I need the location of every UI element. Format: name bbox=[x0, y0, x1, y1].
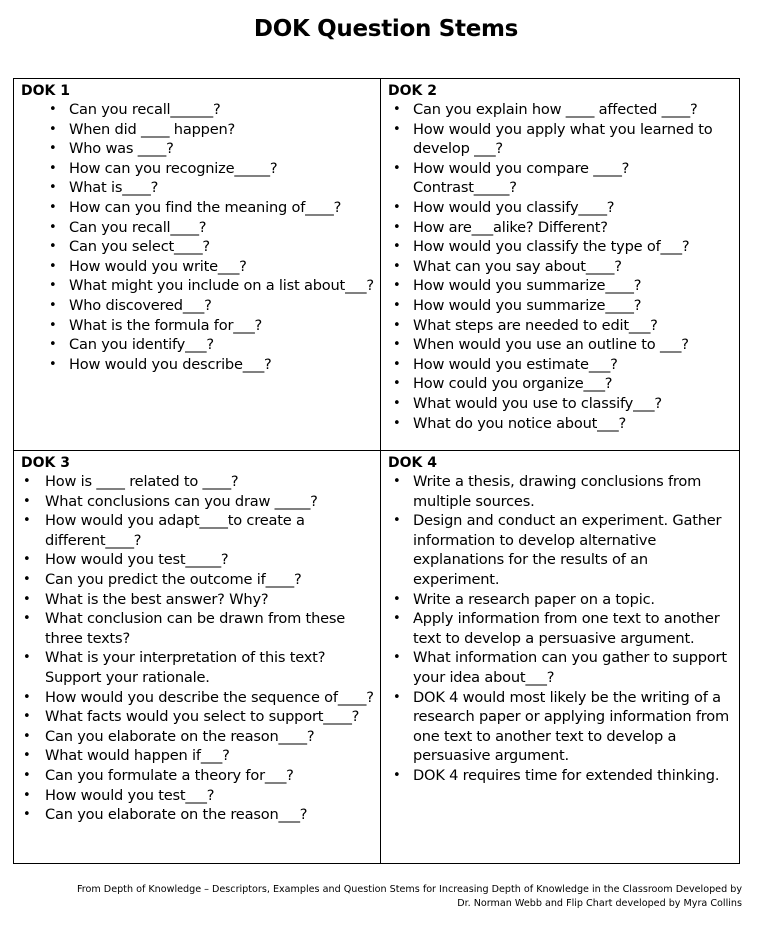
question-stem-text: What facts would you select to support____? bbox=[45, 708, 360, 726]
question-stem-text: How would you classify____? bbox=[413, 198, 615, 216]
question-stem-text: How would you classify the type of___? bbox=[413, 238, 690, 256]
question-stem-text: DOK 4 would most likely be the writing of a research paper or applying information from one text to another text to develop a persuasive argument. bbox=[413, 688, 730, 765]
question-stem bbox=[381, 648, 739, 687]
question-stem-text: What might you include on a list about___? bbox=[69, 277, 374, 295]
question-stem bbox=[14, 316, 380, 336]
question-stem-text: What steps are needed to edit___? bbox=[413, 316, 658, 334]
question-stem bbox=[381, 511, 739, 589]
bullet-icon: • bbox=[49, 219, 57, 235]
bullet-icon: • bbox=[49, 141, 57, 157]
question-stem-text: Can you predict the outcome if____? bbox=[45, 570, 302, 588]
dok3-cell bbox=[14, 451, 381, 863]
bullet-icon: • bbox=[393, 317, 401, 333]
question-stem bbox=[381, 688, 739, 766]
question-stem-text: What conclusions can you draw _____? bbox=[45, 492, 318, 510]
dok-table bbox=[13, 78, 740, 864]
question-stem bbox=[14, 218, 380, 238]
question-stem bbox=[14, 257, 380, 277]
bullet-icon: • bbox=[49, 199, 57, 215]
question-stem-text: Write a thesis, drawing conclusions from multiple sources. bbox=[413, 473, 702, 510]
bullet-icon: • bbox=[393, 219, 401, 235]
question-stem-text: How would you write___? bbox=[69, 257, 247, 275]
question-stem bbox=[14, 746, 380, 766]
question-stem-text: How are___alike? Different? bbox=[413, 218, 608, 236]
question-stem bbox=[14, 511, 380, 550]
question-stem bbox=[381, 100, 739, 120]
question-stem bbox=[14, 296, 380, 316]
question-stem bbox=[381, 609, 739, 648]
question-stem bbox=[14, 727, 380, 747]
question-stem-text: How would you compare ____? Contrast_____? bbox=[413, 159, 630, 197]
page-title: DOK Question Stems bbox=[253, 16, 519, 42]
bullet-icon: • bbox=[49, 278, 57, 294]
question-stem-text: Design and conduct an experiment. Gather information to develop alternative explanations for the results of an experiment. bbox=[413, 512, 722, 588]
bullet-icon: • bbox=[49, 102, 57, 117]
bullet-icon: • bbox=[49, 258, 57, 274]
question-stem bbox=[14, 198, 380, 218]
question-stem bbox=[14, 159, 380, 179]
question-stem-text: Can you elaborate on the reason____? bbox=[45, 727, 315, 745]
question-stem-text: What information can you gather to support your idea about___? bbox=[413, 649, 727, 686]
bullet-icon: • bbox=[23, 748, 31, 764]
dok1-cell bbox=[14, 79, 381, 451]
question-stem-text: Can you elaborate on the reason___? bbox=[45, 806, 308, 824]
dok1-heading: DOK 1 bbox=[21, 83, 70, 99]
question-stem bbox=[381, 237, 739, 257]
question-stem bbox=[14, 178, 380, 198]
question-stem bbox=[381, 394, 739, 414]
question-stem-text: How would you apply what you learned to develop ___? bbox=[413, 120, 713, 158]
question-stem bbox=[14, 335, 380, 355]
dok4-heading: DOK 4 bbox=[388, 455, 437, 471]
question-stem-text: How would you estimate___? bbox=[413, 355, 618, 373]
bullet-icon: • bbox=[23, 474, 31, 489]
bullet-icon: • bbox=[49, 121, 57, 137]
question-stem bbox=[14, 276, 380, 296]
bullet-icon: • bbox=[23, 767, 31, 783]
question-stem-text: Write a research paper on a topic. bbox=[413, 590, 655, 608]
question-stem-text: DOK 4 requires time for extended thinking. bbox=[413, 766, 720, 784]
question-stem-text: Who discovered___? bbox=[69, 296, 212, 314]
bullet-icon: • bbox=[393, 513, 401, 529]
dok2-heading: DOK 2 bbox=[388, 83, 437, 99]
question-stem-text: What is the best answer? Why? bbox=[45, 590, 269, 608]
footer-line-2: Dr. Norman Webb and Flip Chart developed by Myra Collins bbox=[457, 898, 742, 909]
bullet-icon: • bbox=[49, 337, 57, 353]
question-stem-text: When would you use an outline to ___? bbox=[413, 336, 689, 354]
bullet-icon: • bbox=[23, 513, 31, 529]
question-stem-text: What is____? bbox=[69, 179, 159, 197]
bullet-icon: • bbox=[393, 356, 401, 372]
question-stem bbox=[14, 707, 380, 727]
question-stem-text: What would happen if___? bbox=[45, 747, 230, 765]
question-stem bbox=[14, 472, 380, 492]
question-stem-text: Who was ____? bbox=[69, 140, 174, 158]
question-stem-text: Can you select____? bbox=[69, 238, 210, 256]
question-stem-text: Can you recall____? bbox=[69, 218, 207, 236]
bullet-icon: • bbox=[23, 493, 31, 509]
question-stem-text: Apply information from one text to another text to develop a persuasive argument. bbox=[413, 610, 720, 647]
bullet-icon: • bbox=[393, 611, 401, 627]
dok4-cell bbox=[381, 451, 739, 863]
question-stem bbox=[14, 688, 380, 708]
bullet-icon: • bbox=[393, 199, 401, 215]
bullet-icon: • bbox=[23, 611, 31, 627]
bullet-icon: • bbox=[393, 395, 401, 411]
bullet-icon: • bbox=[393, 415, 401, 431]
question-stem bbox=[14, 590, 380, 610]
question-stem-text: How would you test_____? bbox=[45, 551, 229, 569]
bullet-icon: • bbox=[393, 337, 401, 353]
question-stem-text: Can you recall______? bbox=[69, 101, 221, 118]
question-stem bbox=[381, 120, 739, 159]
bullet-icon: • bbox=[393, 121, 401, 137]
bullet-icon: • bbox=[393, 297, 401, 313]
source-footer bbox=[2, 883, 742, 911]
bullet-icon: • bbox=[393, 591, 401, 607]
bullet-icon: • bbox=[23, 807, 31, 823]
question-stem bbox=[14, 355, 380, 375]
bullet-icon: • bbox=[49, 356, 57, 372]
dok3-heading: DOK 3 bbox=[21, 455, 70, 471]
bullet-icon: • bbox=[23, 571, 31, 587]
question-stem-text: What can you say about____? bbox=[413, 257, 622, 275]
bullet-icon: • bbox=[393, 239, 401, 255]
bullet-icon: • bbox=[393, 689, 401, 705]
question-stem bbox=[14, 139, 380, 159]
footer-line-1: From Depth of Knowledge – Descriptors, Examples and Question Stems for Increasing Depth of Knowledge in the Classroom Developed by bbox=[76, 884, 742, 895]
question-stem bbox=[381, 316, 739, 336]
bullet-icon: • bbox=[393, 767, 401, 783]
question-stem bbox=[381, 257, 739, 277]
question-stem bbox=[14, 492, 380, 512]
question-stem-text: Can you identify___? bbox=[69, 336, 214, 354]
question-stem-text: What is your interpretation of this text? Support your rationale. bbox=[45, 649, 326, 686]
question-stem bbox=[381, 159, 739, 198]
bullet-icon: • bbox=[393, 102, 401, 117]
bullet-icon: • bbox=[49, 180, 57, 196]
bullet-icon: • bbox=[393, 650, 401, 666]
question-stem bbox=[381, 590, 739, 610]
bullet-icon: • bbox=[23, 591, 31, 607]
bullet-icon: • bbox=[23, 709, 31, 725]
bullet-icon: • bbox=[393, 474, 401, 489]
bullet-icon: • bbox=[23, 728, 31, 744]
question-stem bbox=[14, 237, 380, 257]
dok3-list bbox=[14, 472, 380, 825]
dok4-list bbox=[381, 472, 739, 786]
question-stem bbox=[381, 296, 739, 316]
question-stem bbox=[381, 355, 739, 375]
question-stem bbox=[381, 374, 739, 394]
question-stem-text: What conclusion can be drawn from these three texts? bbox=[45, 610, 346, 647]
question-stem-text: How would you adapt____to create a different____? bbox=[45, 512, 305, 549]
dok1-list bbox=[14, 100, 380, 374]
dok2-cell bbox=[381, 79, 739, 451]
question-stem-text: Can you explain how ____ affected ____? bbox=[413, 101, 698, 118]
question-stem-text: How would you describe the sequence of____? bbox=[45, 688, 374, 706]
question-stem bbox=[14, 766, 380, 786]
bullet-icon: • bbox=[393, 258, 401, 274]
question-stem-text: How would you test___? bbox=[45, 786, 215, 804]
question-stem bbox=[14, 100, 380, 120]
bullet-icon: • bbox=[49, 239, 57, 255]
bullet-icon: • bbox=[23, 552, 31, 568]
question-stem-text: What do you notice about___? bbox=[413, 414, 627, 432]
bullet-icon: • bbox=[49, 160, 57, 176]
bullet-icon: • bbox=[23, 689, 31, 705]
bullet-icon: • bbox=[393, 160, 401, 176]
question-stem-text: How would you describe___? bbox=[69, 355, 272, 373]
question-stem bbox=[381, 472, 739, 511]
question-stem bbox=[381, 766, 739, 786]
question-stem bbox=[14, 609, 380, 648]
question-stem-text: When did ____ happen? bbox=[69, 120, 236, 138]
question-stem bbox=[14, 120, 380, 140]
bullet-icon: • bbox=[23, 787, 31, 803]
bullet-icon: • bbox=[23, 650, 31, 666]
dok2-list bbox=[381, 100, 739, 433]
question-stem bbox=[14, 570, 380, 590]
question-stem bbox=[381, 198, 739, 218]
bullet-icon: • bbox=[393, 376, 401, 392]
question-stem bbox=[14, 786, 380, 806]
question-stem-text: How could you organize___? bbox=[413, 375, 613, 393]
bullet-icon: • bbox=[49, 317, 57, 333]
question-stem bbox=[14, 648, 380, 687]
bullet-icon: • bbox=[49, 297, 57, 313]
question-stem-text: How can you recognize_____? bbox=[69, 159, 278, 177]
bullet-icon: • bbox=[393, 278, 401, 294]
question-stem-text: Can you formulate a theory for___? bbox=[45, 766, 294, 784]
question-stem-text: How would you summarize____? bbox=[413, 277, 642, 295]
question-stem bbox=[14, 550, 380, 570]
question-stem-text: How can you find the meaning of____? bbox=[69, 198, 342, 216]
question-stem bbox=[381, 276, 739, 296]
question-stem-text: What is the formula for___? bbox=[69, 316, 263, 334]
question-stem-text: What would you use to classify___? bbox=[413, 394, 662, 412]
question-stem-text: How is ____ related to ____? bbox=[45, 473, 239, 490]
question-stem bbox=[381, 218, 739, 238]
question-stem bbox=[381, 414, 739, 434]
question-stem bbox=[14, 805, 380, 825]
question-stem bbox=[381, 335, 739, 355]
question-stem-text: How would you summarize____? bbox=[413, 296, 642, 314]
